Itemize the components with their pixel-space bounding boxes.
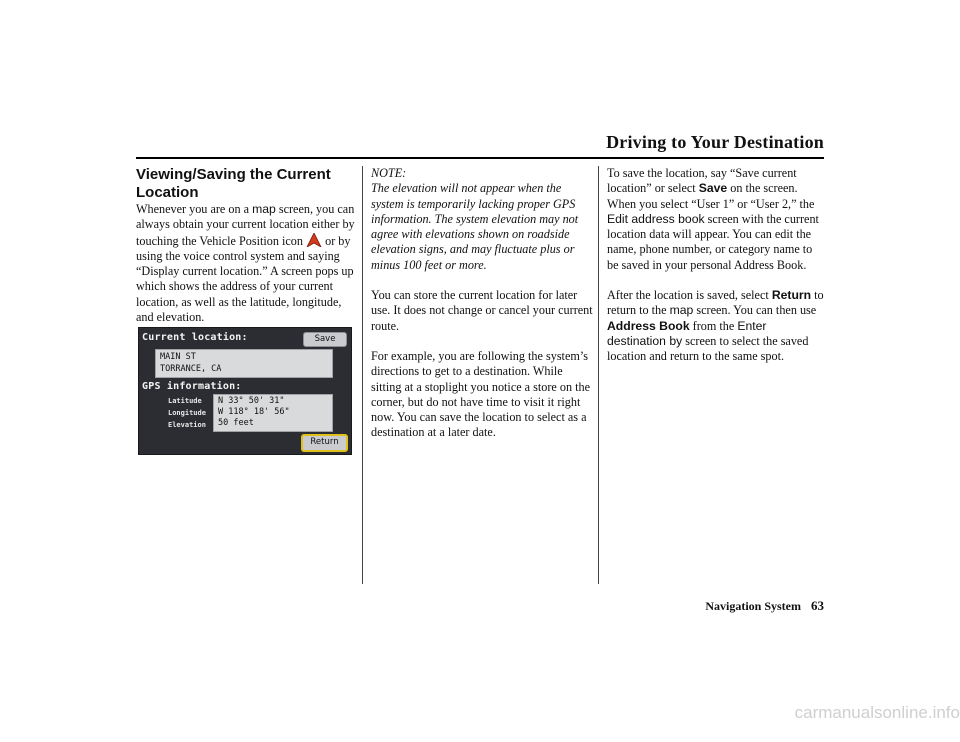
col3-p1-text-b: on the screen. When you select “User 1” or “User 2,” the xyxy=(607,181,815,211)
save-term: Save xyxy=(698,181,728,196)
header-rule xyxy=(136,157,824,159)
enter-destination-by-term: Enter destination by xyxy=(607,318,767,348)
save-button[interactable]: Save xyxy=(303,332,347,347)
elevation-label: Elevation xyxy=(168,421,206,429)
column-divider-left xyxy=(362,166,363,584)
longitude-label: Longitude xyxy=(168,409,206,417)
gps-values-box xyxy=(213,394,333,432)
vehicle-position-icon xyxy=(306,233,322,247)
page-header-title: Driving to Your Destination xyxy=(606,132,824,152)
latitude-label: Latitude xyxy=(168,397,202,405)
current-location-label: Current location: xyxy=(142,332,248,343)
col1-text-b: screen, you can always obtain your current location either by touching the Vehicle Position icon xyxy=(136,202,355,248)
address-line-2: TORRANCE, CA xyxy=(160,364,222,374)
col3-p2-text-c: screen. You can then use xyxy=(693,303,817,318)
longitude-value: W 118° 18' 56" xyxy=(218,407,290,417)
col2-paragraph-2: For example, you are following the system’s directions to get to a destination. While sitting at a stoplight you notice a store on the corner, but do not have time to visit it right now. You can save the location to select as a destination at a later date. xyxy=(371,348,591,440)
watermark: carmanualsonline.info xyxy=(794,703,960,722)
elevation-value: 50 feet xyxy=(218,418,254,428)
address-box xyxy=(155,349,333,378)
col3-text xyxy=(607,166,825,380)
col3-p1-text-c: screen with the current location data will appear. You can edit the name, phone number, or category name to be saved in your personal Address Book. xyxy=(607,211,819,272)
note-text: The elevation will not appear when the system is temporarily lacking proper GPS information. The system elevation may not agree with elevations shown on roadside elevation signs, and may fluctuate plus or minus 100 feet or more. xyxy=(371,181,579,272)
col3-p2-text-b: to return to the xyxy=(607,288,824,318)
section-title: Viewing/Saving the Current Location xyxy=(136,166,331,201)
col3-p2-text-a: After the location is saved, select xyxy=(607,288,772,303)
footer-label: Navigation System xyxy=(705,599,801,613)
latitude-value: N 33° 50' 31" xyxy=(218,396,285,406)
column-divider-right xyxy=(598,166,599,584)
col3-p1-text-a: To save the location, say “Save current location” or select xyxy=(607,166,797,196)
col3-p2-text-d: from the xyxy=(689,318,738,333)
note-title: NOTE: xyxy=(371,166,407,180)
edit-address-book-term: Edit address book xyxy=(607,211,705,226)
col2-text xyxy=(371,166,593,456)
page-footer xyxy=(640,598,824,614)
address-book-term: Address Book xyxy=(607,318,690,333)
col1-text-a: Whenever you are on a xyxy=(136,202,253,216)
map-screen-term: map xyxy=(252,202,276,216)
col1-text-c: or by using the voice control system and saying “Display current location.” A screen pops up which shows the address of your current location, as well as the latitude, longitude, and elevation. xyxy=(136,233,354,325)
col1-paragraph xyxy=(136,202,360,325)
address-line-1: MAIN ST xyxy=(160,352,196,362)
map-term: map xyxy=(669,303,694,318)
return-button[interactable]: Return xyxy=(301,434,348,452)
current-location-screen xyxy=(138,327,352,455)
return-term: Return xyxy=(771,288,812,303)
gps-information-label: GPS information: xyxy=(142,381,242,392)
col3-paragraph-1 xyxy=(607,166,825,273)
page-number: 63 xyxy=(811,598,824,613)
col3-paragraph-2 xyxy=(607,288,825,364)
col2-paragraph-1: You can store the current location for later use. It does not change or cancel your current route. xyxy=(371,288,593,333)
col3-p2-text-e: screen to select the saved location and return to the same spot. xyxy=(607,333,809,364)
